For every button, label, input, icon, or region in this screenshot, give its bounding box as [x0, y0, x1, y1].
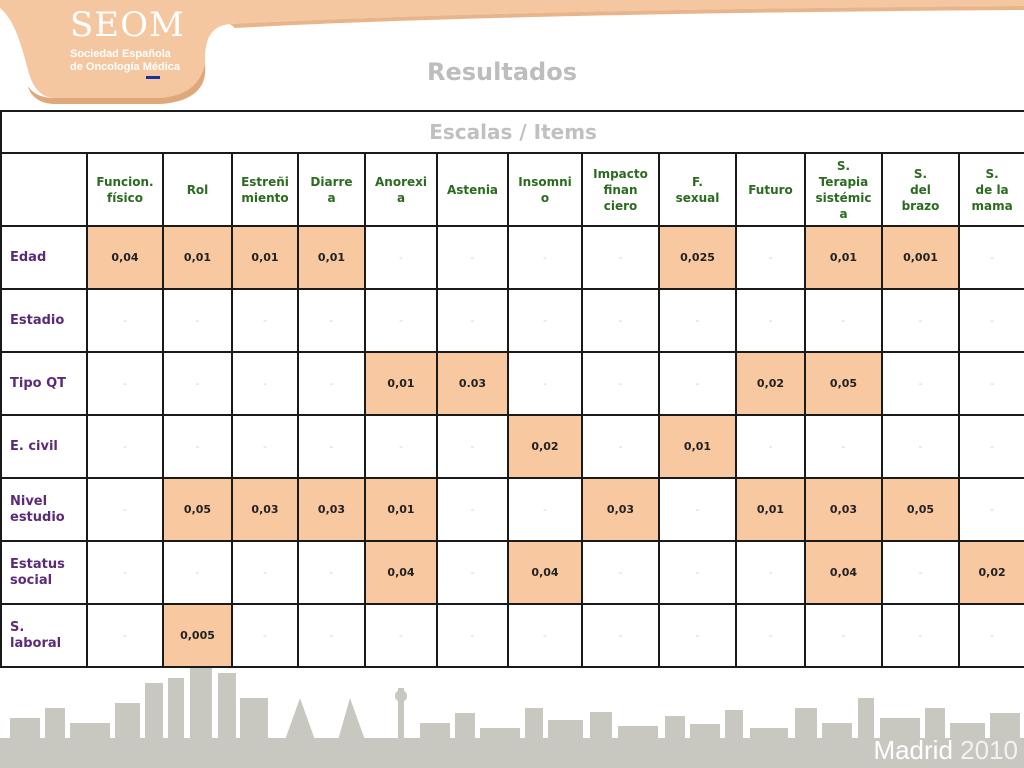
table-row — [1, 289, 1024, 352]
value-cell: - — [882, 541, 959, 604]
value-cell: - — [163, 352, 232, 415]
column-header — [882, 153, 959, 226]
value-cell: 0,01 — [232, 226, 298, 289]
table-row — [1, 226, 1024, 289]
value-cell: - — [959, 415, 1024, 478]
column-header — [508, 153, 582, 226]
value-cell: - — [959, 352, 1024, 415]
value-cell: - — [659, 352, 736, 415]
column-header-line: Impacto — [593, 166, 648, 181]
value-cell: 0,02 — [508, 415, 582, 478]
value-cell: 0,03 — [805, 478, 882, 541]
column-header — [959, 153, 1024, 226]
value-cell: - — [365, 289, 437, 352]
value-cell: - — [805, 289, 882, 352]
value-cell: - — [232, 352, 298, 415]
value-cell: 0.03 — [437, 352, 508, 415]
value-cell: - — [882, 604, 959, 667]
logo-subtitle-line1: Sociedad Española — [70, 48, 171, 60]
column-header — [437, 153, 508, 226]
column-header-line: F. — [692, 174, 703, 189]
column-header-line: sexual — [675, 190, 720, 205]
value-cell: - — [582, 415, 659, 478]
value-cell: - — [87, 541, 163, 604]
column-header-line: Terapia — [818, 174, 869, 189]
value-cell: - — [805, 415, 882, 478]
value-cell: - — [959, 226, 1024, 289]
row-label-line: Nivel — [10, 493, 48, 509]
column-header — [298, 153, 365, 226]
row-label-line: E. civil — [10, 438, 58, 454]
column-header-line: a — [327, 190, 336, 205]
value-cell: - — [365, 226, 437, 289]
value-cell: - — [163, 289, 232, 352]
column-header — [582, 153, 659, 226]
value-cell: - — [959, 289, 1024, 352]
value-cell: - — [659, 289, 736, 352]
value-cell: - — [736, 604, 805, 667]
column-header-line: ciero — [603, 198, 638, 213]
row-label — [1, 226, 87, 289]
column-header-line: a — [839, 206, 848, 221]
column-header — [87, 153, 163, 226]
column-header-line: físico — [107, 190, 143, 205]
value-cell: - — [232, 415, 298, 478]
city-name: Madrid — [873, 735, 953, 765]
value-cell: 0,01 — [163, 226, 232, 289]
value-cell: 0,02 — [736, 352, 805, 415]
value-cell: 0,01 — [805, 226, 882, 289]
value-cell: - — [298, 352, 365, 415]
column-header-row — [1, 153, 1024, 226]
value-cell: - — [582, 352, 659, 415]
row-label-line: social — [10, 572, 53, 588]
column-header-line: o — [540, 190, 550, 205]
value-cell: 0,001 — [882, 226, 959, 289]
column-header-line: mama — [971, 198, 1013, 213]
column-header-line: S. — [913, 166, 928, 181]
value-cell: - — [508, 604, 582, 667]
value-cell: 0,03 — [298, 478, 365, 541]
table-row — [1, 604, 1024, 667]
column-header — [232, 153, 298, 226]
row-label-line: estudio — [10, 509, 65, 525]
column-header-line: Astenia — [446, 182, 499, 197]
column-header-line: Anorexi — [375, 174, 427, 189]
row-label — [1, 352, 87, 415]
value-cell: - — [298, 415, 365, 478]
value-cell: - — [508, 352, 582, 415]
value-cell: - — [582, 226, 659, 289]
row-label — [1, 478, 87, 541]
value-cell: 0,05 — [882, 478, 959, 541]
slide-title: Resultados — [427, 58, 577, 86]
value-cell: 0,05 — [163, 478, 232, 541]
column-header-line: Rol — [186, 182, 209, 197]
value-cell: - — [87, 415, 163, 478]
column-header-line: S. — [836, 158, 851, 173]
row-label-line: Tipo QT — [10, 375, 67, 391]
value-cell: - — [87, 352, 163, 415]
value-cell: 0,01 — [365, 478, 437, 541]
row-label — [1, 415, 87, 478]
value-cell: - — [437, 604, 508, 667]
column-header-line: brazo — [901, 198, 940, 213]
value-cell: - — [365, 415, 437, 478]
column-header-line: a — [396, 190, 406, 205]
row-label — [1, 541, 87, 604]
value-cell: 0,01 — [365, 352, 437, 415]
value-cell: - — [298, 604, 365, 667]
value-cell: 0,05 — [805, 352, 882, 415]
column-header — [805, 153, 882, 226]
value-cell: 0,01 — [298, 226, 365, 289]
column-header-line: Insomni — [518, 174, 572, 189]
table-row — [1, 352, 1024, 415]
table-row — [1, 415, 1024, 478]
table-heading: Escalas / Items — [1, 111, 1024, 153]
column-header-line: del — [910, 182, 931, 197]
value-cell: - — [508, 478, 582, 541]
value-cell: - — [87, 604, 163, 667]
value-cell: - — [163, 541, 232, 604]
row-label-line: Estadio — [10, 312, 65, 328]
table-row — [1, 541, 1024, 604]
column-header — [736, 153, 805, 226]
column-header-line: miento — [241, 190, 289, 205]
value-cell: - — [882, 289, 959, 352]
value-cell: 0,03 — [232, 478, 298, 541]
value-cell: 0,04 — [508, 541, 582, 604]
value-cell: - — [87, 478, 163, 541]
value-cell: 0,02 — [959, 541, 1024, 604]
value-cell: - — [736, 541, 805, 604]
corner-cell — [1, 153, 87, 226]
row-label-line: S. — [10, 619, 25, 635]
value-cell: - — [659, 541, 736, 604]
value-cell: 0,03 — [582, 478, 659, 541]
column-header-line: de la — [975, 182, 1009, 197]
value-cell: - — [437, 478, 508, 541]
column-header-line: Estreñi — [241, 174, 289, 189]
column-header-line: Funcion. — [96, 174, 154, 189]
row-label — [1, 289, 87, 352]
value-cell: 0,01 — [736, 478, 805, 541]
value-cell: - — [437, 226, 508, 289]
column-header-line: Diarre — [310, 174, 353, 189]
logo-text: SEOM — [70, 5, 185, 45]
value-cell: - — [882, 415, 959, 478]
column-header — [659, 153, 736, 226]
column-header — [163, 153, 232, 226]
value-cell: - — [959, 478, 1024, 541]
column-header — [365, 153, 437, 226]
value-cell: - — [659, 604, 736, 667]
event-year: 2010 — [960, 735, 1018, 765]
value-cell: - — [232, 541, 298, 604]
column-header-line: S. — [985, 166, 999, 181]
value-cell: - — [736, 289, 805, 352]
value-cell: - — [232, 289, 298, 352]
table-row — [1, 478, 1024, 541]
value-cell: - — [508, 289, 582, 352]
value-cell: 0,005 — [163, 604, 232, 667]
logo-subtitle-line2: de Oncología Médica — [70, 61, 181, 73]
column-header-line: finan — [603, 182, 638, 197]
value-cell: - — [959, 604, 1024, 667]
event-branding — [873, 735, 1018, 766]
value-cell: - — [582, 604, 659, 667]
value-cell: - — [508, 226, 582, 289]
value-cell: - — [298, 541, 365, 604]
madrid-skyline — [0, 668, 1024, 768]
results-table — [0, 110, 1024, 668]
value-cell: - — [582, 541, 659, 604]
value-cell: - — [163, 415, 232, 478]
value-cell: - — [232, 604, 298, 667]
value-cell: - — [87, 289, 163, 352]
value-cell: - — [437, 415, 508, 478]
value-cell: 0,04 — [805, 541, 882, 604]
row-label-line: Edad — [10, 249, 47, 265]
value-cell: 0,04 — [87, 226, 163, 289]
column-header-line: Futuro — [748, 182, 793, 197]
value-cell: - — [298, 289, 365, 352]
value-cell: - — [582, 289, 659, 352]
value-cell: - — [365, 604, 437, 667]
value-cell: 0,025 — [659, 226, 736, 289]
value-cell: - — [437, 289, 508, 352]
column-header-line: sistémic — [815, 190, 872, 205]
row-label-line: Estatus — [10, 556, 65, 572]
row-label-line: laboral — [10, 635, 62, 651]
value-cell: - — [805, 604, 882, 667]
value-cell: 0,01 — [659, 415, 736, 478]
value-cell: 0,04 — [365, 541, 437, 604]
value-cell: - — [659, 478, 736, 541]
row-label — [1, 604, 87, 667]
value-cell: - — [736, 415, 805, 478]
value-cell: - — [736, 226, 805, 289]
value-cell: - — [882, 352, 959, 415]
value-cell: - — [437, 541, 508, 604]
